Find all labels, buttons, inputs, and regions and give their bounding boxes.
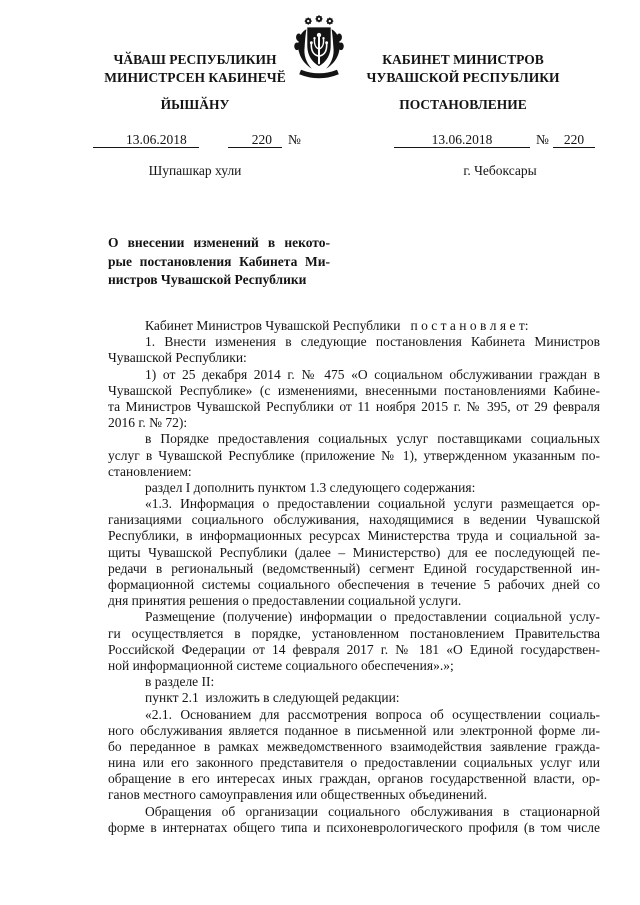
body-line: та Министров Чувашской Республики от 11 ноября 2015 г. № 395, от 29 февраля xyxy=(108,398,600,414)
body-line: раздел I дополнить пунктом 1.3 следующего содержания: xyxy=(145,479,476,495)
body-line: ганизациями социального обслуживания, находящимися в ведении Чувашской xyxy=(108,512,600,528)
header-left-doc-type: ЙЫШӐНУ xyxy=(160,97,230,112)
header-left-line2: МИНИСТРСЕН КАБИНЕЧӖ xyxy=(104,70,286,85)
body-line: Чувашской Республике» (с изменениями, внесенными постановлениями Кабине- xyxy=(108,382,600,398)
title-line: О внесении изменений в некото- xyxy=(108,235,330,250)
header-right-authority xyxy=(350,51,576,87)
document-date-right: 13.06.2018 xyxy=(394,133,530,148)
body-line: Размещение (получение) информации о предоставлении социальной услу- xyxy=(145,609,600,625)
body-line: ной информационной системе социального обеспечения».»; xyxy=(108,657,454,673)
coat-of-arms-icon xyxy=(292,14,346,84)
body-line: «1.3. Информация о предоставлении социальной услуги размещается ор- xyxy=(145,496,600,512)
title-line: нистров Чувашской Республики xyxy=(108,272,307,287)
paragraph xyxy=(108,367,600,432)
document-title xyxy=(108,234,330,290)
body-line: редачи в региональный (ведомственный) сегмент Единой государственной ин- xyxy=(108,560,600,576)
header-right-line1: КАБИНЕТ МИНИСТРОВ xyxy=(382,52,544,67)
paragraph xyxy=(108,804,600,836)
body-line: ганов местного самоуправления или общественных объединений. xyxy=(108,787,488,803)
body-line: Кабинет Министров Чувашской Республики п о с т а н о в л я е т: xyxy=(145,318,529,333)
body-line: нина или его законного представителя о предоставлении социальных услуг или xyxy=(108,755,600,771)
body-line: 1) от 25 декабря 2014 г. № 475 «О социальном обслуживании граждан в xyxy=(145,366,600,382)
paragraph xyxy=(108,480,600,496)
paragraph xyxy=(108,496,600,609)
header-left-authority xyxy=(80,51,310,87)
paragraph xyxy=(108,690,600,706)
header-right-doc-type: ПОСТАНОВЛЕНИЕ xyxy=(399,97,527,112)
body-line: 2016 г. № 72): xyxy=(108,415,188,431)
body-line: Республики, в информационных ресурсах Министерства труда и социальной за- xyxy=(108,528,600,544)
body-line: услуг в Чувашской Республике (приложение № 1), утвержденном указанным по- xyxy=(108,447,600,463)
number-sign-left: № xyxy=(288,132,301,147)
paragraph xyxy=(108,431,600,480)
body-line: форме в интернатах общего типа и психоневрологического профиля (в том числе xyxy=(108,819,600,835)
body-line: ного обслуживания является поданное в письменной или электронной форме ли- xyxy=(108,722,600,738)
body-line: щиты Чувашской Республики (далее – Министерство) для ее последующей пе- xyxy=(108,544,600,560)
paragraph xyxy=(108,334,600,366)
number-sign-right: № xyxy=(536,132,549,147)
body-line: формационной системы социального обеспечения в течение 5 рабочих дней со xyxy=(108,577,600,592)
body-line: обращение в его интересах иных граждан, органов государственной власти, ор- xyxy=(108,771,600,787)
body-line: в Порядке предоставления социальных услуг поставщиками социальных xyxy=(145,431,600,447)
title-line: рые постановления Кабинета Ми- xyxy=(108,253,330,269)
paragraph xyxy=(108,609,600,674)
body-line: дня принятия решения о предоставлении социальной услуги. xyxy=(108,593,462,609)
document-number-left: 220 xyxy=(228,133,282,148)
paragraph xyxy=(108,318,600,334)
body-line: пункт 2.1 изложить в следующей редакции: xyxy=(145,690,400,706)
body-line: бо переданное в рамках межведомственного взаимодействия заявление гражда- xyxy=(108,738,600,754)
body-line: Обращения об организации социального обслуживания в стационарной xyxy=(145,803,600,819)
place-left: Шупашкар хули xyxy=(148,163,242,178)
body-line: 1. Внести изменения в следующие постановления Кабинета Министров xyxy=(145,334,600,350)
header-left-line1: ЧӐВАШ РЕСПУБЛИКИН xyxy=(113,52,277,67)
body-line: Российской Федерации от 14 февраля 2017 г. № 181 «О Единой государствен- xyxy=(108,641,600,657)
body-line: ги осуществляется в порядке, установленном постановлением Правительства xyxy=(108,625,600,641)
body-line: становлением: xyxy=(108,463,192,479)
body-line: «2.1. Основанием для рассмотрения вопроса об осуществлении социаль- xyxy=(145,706,600,722)
document-body xyxy=(108,318,600,836)
paragraph xyxy=(108,674,600,690)
paragraph xyxy=(108,707,600,804)
place-right: г. Чебоксары xyxy=(463,163,537,178)
body-line: в разделе II: xyxy=(145,674,215,690)
header-right-line2: ЧУВАШСКОЙ РЕСПУБЛИКИ xyxy=(366,70,560,85)
body-line: Чувашской Республики: xyxy=(108,350,247,366)
document-date-left: 13.06.2018 xyxy=(93,133,199,148)
document-number-right: 220 xyxy=(553,133,595,148)
